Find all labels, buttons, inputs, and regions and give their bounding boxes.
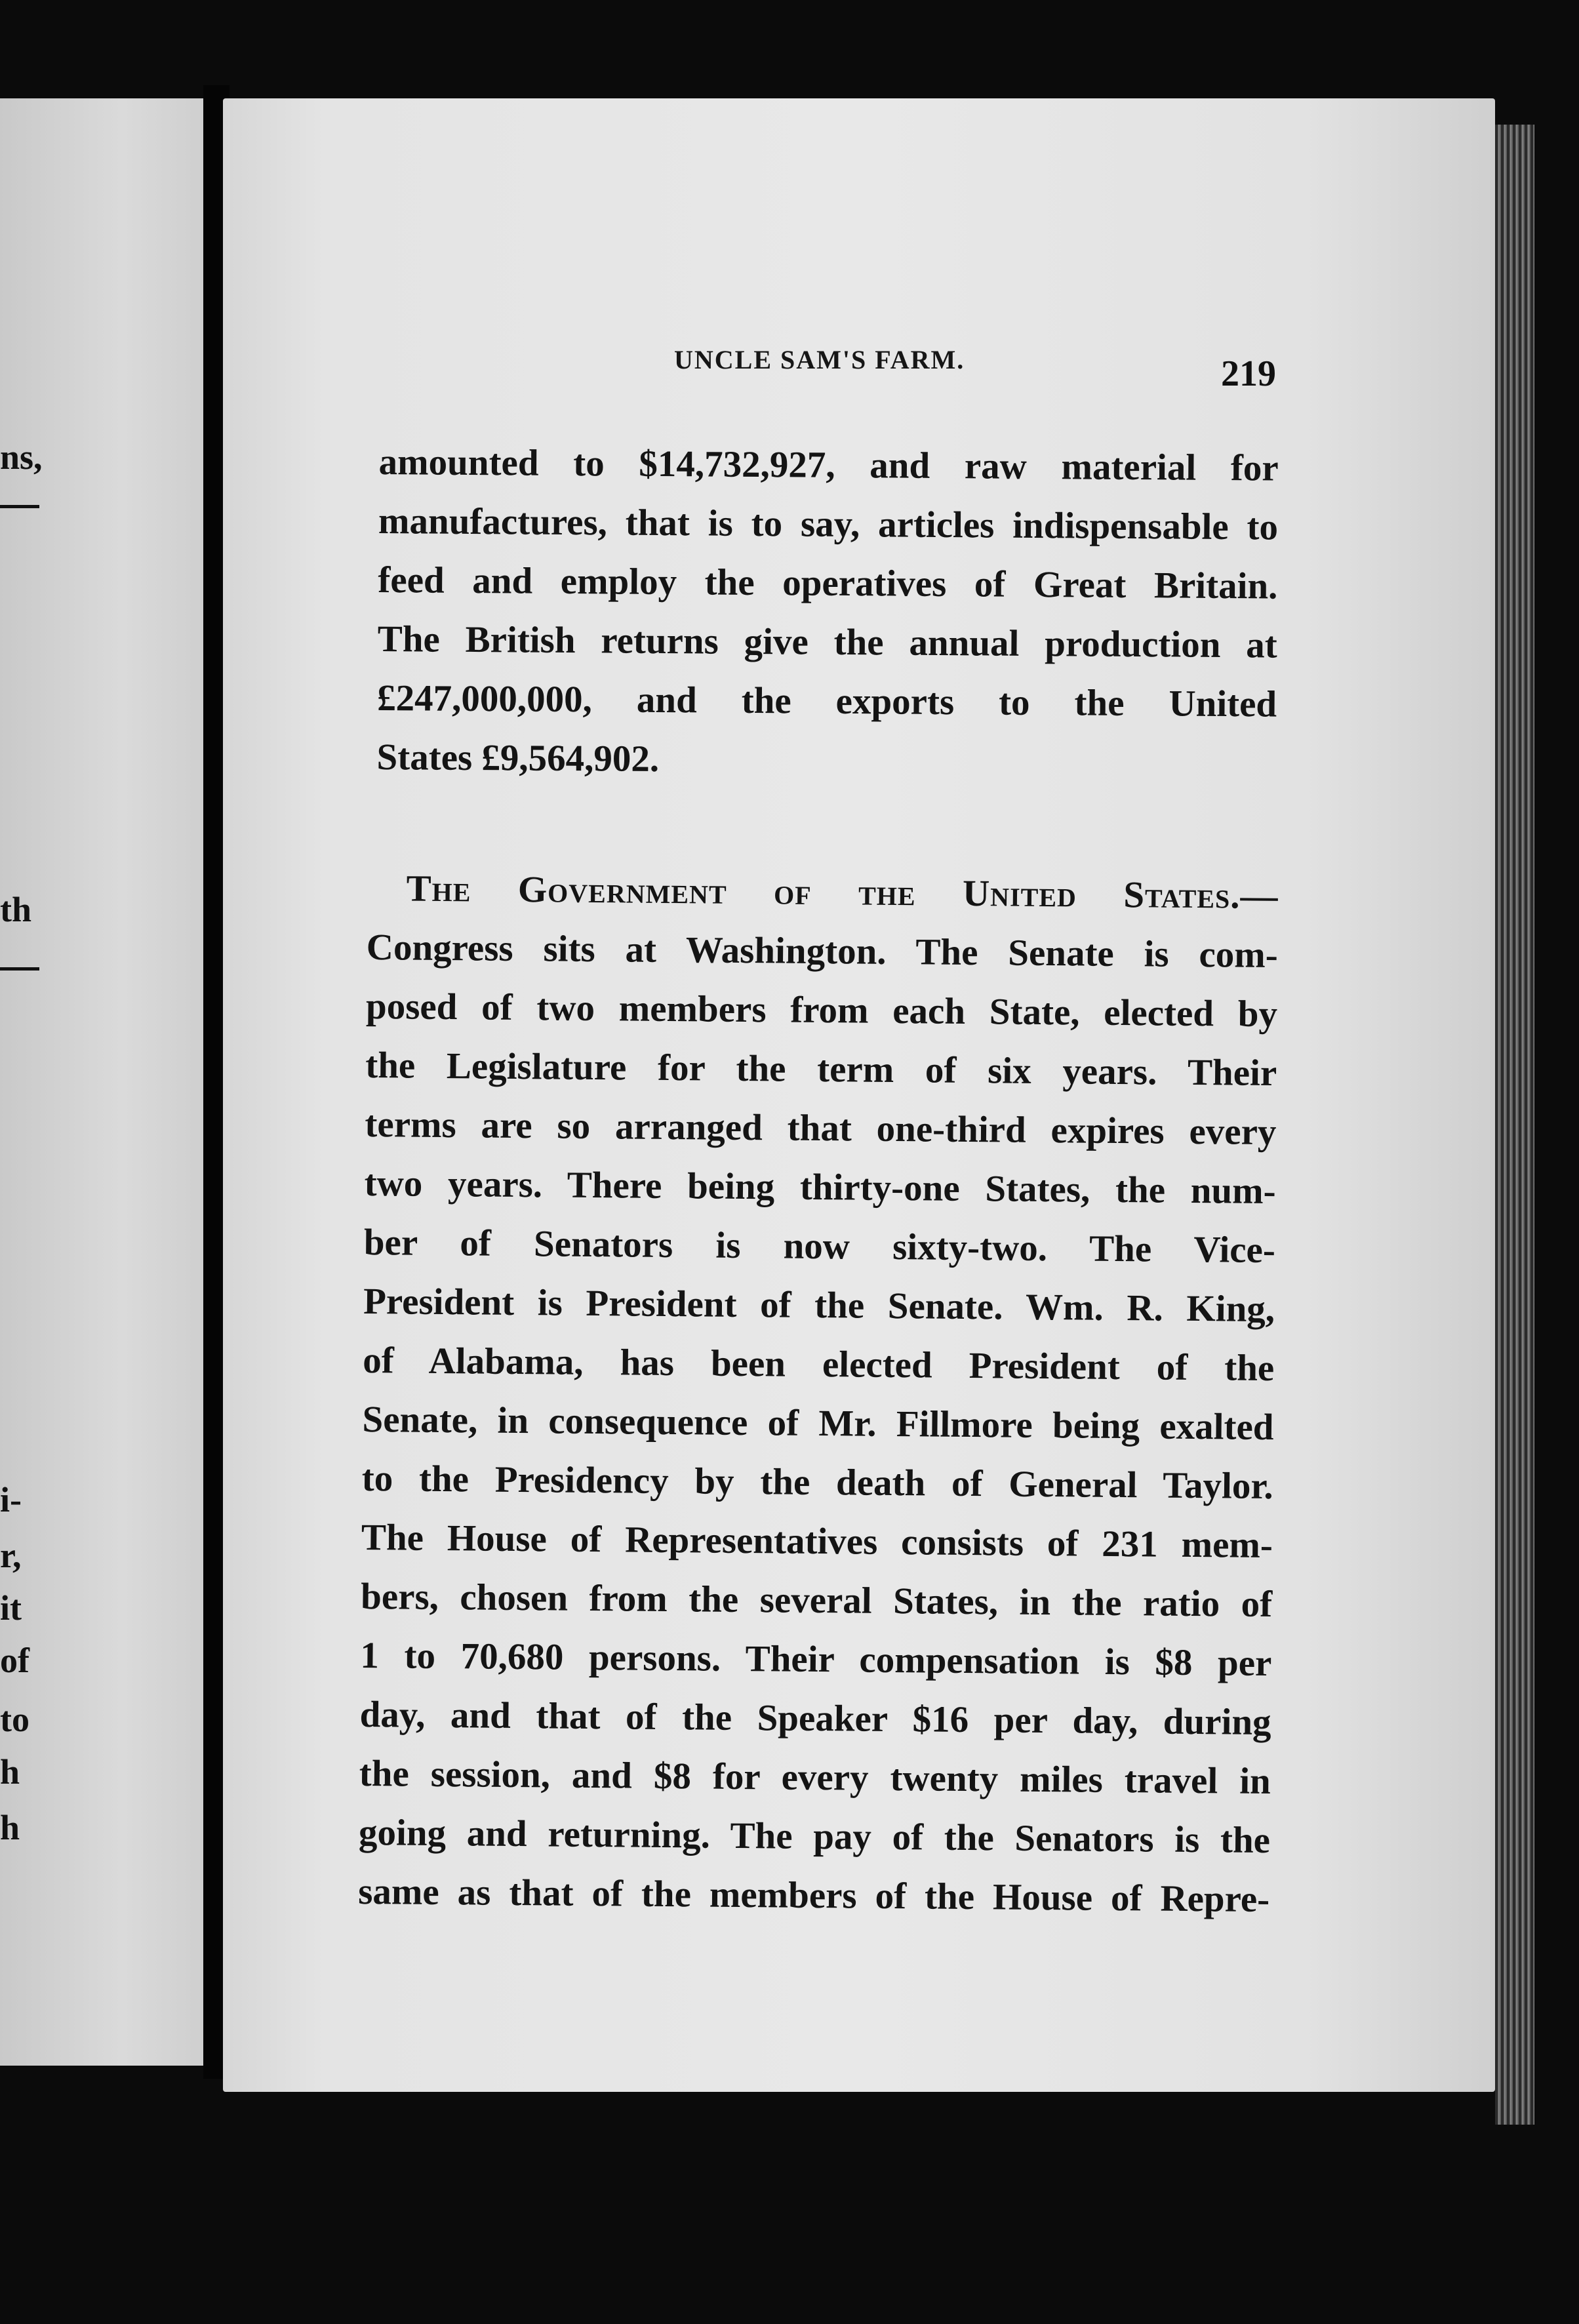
page-edges bbox=[1495, 125, 1534, 2125]
text-line: bers, chosen from the several States, in the ratio of bbox=[360, 1575, 1273, 1626]
text-line: States £9,564,902. bbox=[376, 736, 660, 780]
text-line: The House of Representatives consists of 231 mem- bbox=[361, 1516, 1273, 1567]
facing-fragment: h bbox=[0, 1808, 20, 1847]
text-line: £247,000,000, and the exports to the United bbox=[376, 677, 1277, 725]
facing-fragment: to bbox=[0, 1700, 30, 1739]
text-line: day, and that of the Speaker $16 per day, during bbox=[359, 1693, 1271, 1744]
text-line: posed of two members from each State, elected by bbox=[365, 985, 1278, 1035]
text-line: feed and employ the operatives of Great Britain. bbox=[378, 559, 1278, 607]
facing-rule bbox=[0, 505, 39, 508]
facing-fragment: ns, bbox=[0, 437, 43, 477]
text-line: ber of Senators is now sixty-two. The Vice- bbox=[363, 1221, 1276, 1272]
facing-fragment: h bbox=[0, 1752, 20, 1792]
text-line: the session, and $8 for every twenty miles travel in bbox=[359, 1752, 1271, 1803]
paragraph-1 bbox=[376, 433, 1279, 793]
facing-fragment: it bbox=[0, 1588, 22, 1628]
text-line: same as that of the members of the House of Repre- bbox=[357, 1870, 1270, 1921]
text-line: The British returns give the annual production at bbox=[377, 618, 1277, 666]
text-line: the Legislature for the term of six years. Their bbox=[365, 1044, 1277, 1094]
section-heading-line bbox=[367, 859, 1279, 926]
running-head: UNCLE SAM'S FARM. bbox=[674, 345, 965, 374]
text-line: 1 to 70,680 persons. Their compensation is $8 per bbox=[360, 1634, 1272, 1685]
text-line: terms are so arranged that one-third expires every bbox=[365, 1103, 1277, 1153]
text-line: going and returning. The pay of the Senators is the bbox=[358, 1811, 1271, 1862]
text-line: manufactures, that is to say, articles indispensable to bbox=[378, 500, 1279, 548]
page-number: 219 bbox=[1221, 353, 1276, 394]
text-line: to the Presidency by the death of General Taylor. bbox=[361, 1457, 1273, 1508]
facing-fragment: of bbox=[0, 1641, 30, 1680]
facing-fragment: i- bbox=[0, 1480, 22, 1519]
text-line: Senate, in consequence of Mr. Fillmore being exalted bbox=[362, 1398, 1274, 1449]
text-line: Congress sits at Washington. The Senate is com- bbox=[366, 926, 1279, 976]
facing-page bbox=[0, 98, 203, 2066]
section-heading: The Government of the United States.— bbox=[406, 868, 1279, 917]
facing-page-margin bbox=[0, 98, 203, 2066]
facing-rule bbox=[0, 967, 39, 971]
text-line: of Alabama, has been elected President of the bbox=[363, 1339, 1275, 1390]
facing-fragment: th bbox=[0, 890, 32, 929]
facing-fragment: r, bbox=[0, 1536, 22, 1575]
text-line: President is President of the Senate. Wm. R. King, bbox=[363, 1280, 1275, 1331]
paragraph-2 bbox=[358, 859, 1279, 1929]
text-line: two years. There being thirty-one States, the num- bbox=[364, 1162, 1276, 1212]
text-line: amounted to $14,732,927, and raw material for bbox=[378, 441, 1279, 489]
